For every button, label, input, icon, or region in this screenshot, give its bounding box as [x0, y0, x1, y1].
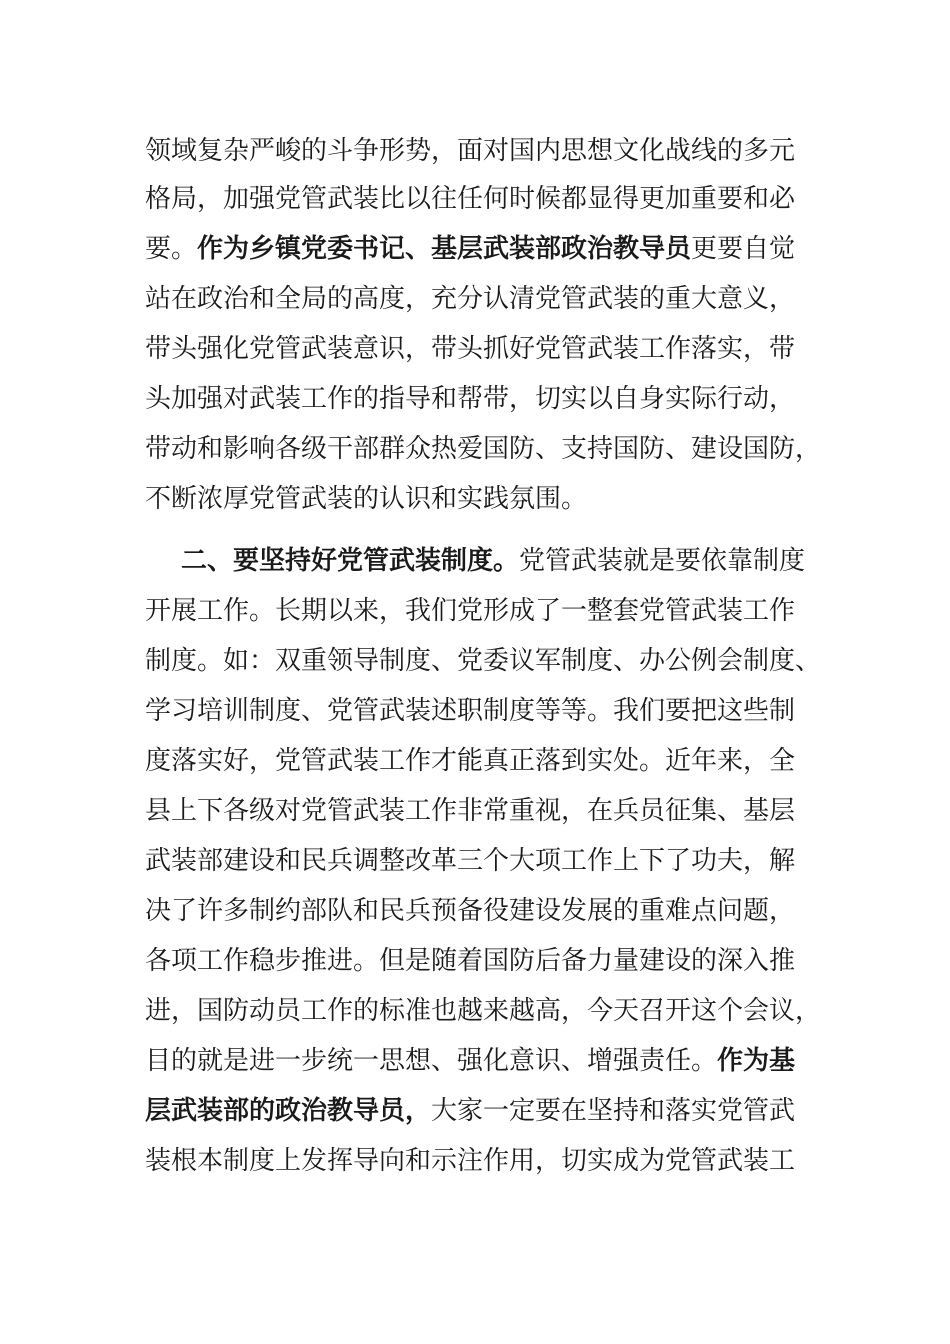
- paragraph-2-line-13: [145, 1136, 795, 1186]
- paragraph-2-line-9: [145, 936, 795, 986]
- text-run: 各项工作稳步推进。但是随着国防后备力量建设的深入推: [145, 946, 796, 976]
- paragraph-2-line-1: [181, 536, 805, 586]
- bold-text-run: 层武装部的政治教导员，: [145, 1096, 432, 1126]
- text-run: 武装部建设和民兵调整改革三个大项工作上下了功夫，解: [145, 846, 796, 876]
- paragraph-2-line-11: [145, 1036, 795, 1086]
- text-run: 进，国防动员工作的标准也越来越高，今天召开这个会议，: [145, 996, 822, 1026]
- paragraph-2-line-8: [145, 886, 795, 936]
- paragraph-1-line-3: [145, 224, 795, 274]
- paragraph-1-line-1: [145, 126, 795, 176]
- text-run: 度落实好，党管武装工作才能真正落到实处。近年来，全: [145, 746, 796, 776]
- paragraph-1-line-7: [145, 424, 821, 474]
- text-run: 更要自觉: [691, 234, 796, 264]
- text-run: 要。: [145, 234, 198, 264]
- bold-text-run: 作为基: [717, 1046, 796, 1076]
- paragraph-1-line-6: [145, 374, 795, 424]
- paragraph-1-line-5: [145, 324, 795, 374]
- text-run: 学习培训制度、党管武装述职制度等等。我们要把这些制: [145, 696, 796, 726]
- text-run: 格局，加强党管武装比以往任何时候都显得更加重要和必: [145, 184, 796, 214]
- text-run: 带头强化党管武装意识，带头抓好党管武装工作落实，带: [145, 334, 796, 364]
- text-run: 带动和影响各级干部群众热爱国防、支持国防、建设国防，: [145, 434, 822, 464]
- text-run: 党管武装就是要依靠制度: [519, 546, 806, 576]
- paragraph-2-line-4: [145, 686, 795, 736]
- section-heading: 二、要坚持好党管武装制度。: [181, 546, 520, 576]
- paragraph-2-line-7: [145, 836, 795, 886]
- paragraph-2-line-12: [145, 1086, 795, 1136]
- paragraph-2-line-2: [145, 586, 795, 636]
- text-run: 决了许多制约部队和民兵预备役建设发展的重难点问题，: [145, 896, 796, 926]
- bold-text-run: 作为乡镇党委书记、基层武装部政治教导员: [197, 234, 692, 264]
- paragraph-1-line-8: [145, 474, 587, 524]
- paragraph-2-line-3: [145, 636, 821, 686]
- text-run: 大家一定要在坚持和落实党管武: [431, 1096, 796, 1126]
- text-run: 目的就是进一步统一思想、强化意识、增强责任。: [145, 1046, 718, 1076]
- paragraph-2-line-10: [145, 986, 821, 1036]
- paragraph-1-line-2: [145, 174, 795, 224]
- text-run: 县上下各级对党管武装工作非常重视，在兵员征集、基层: [145, 796, 796, 826]
- text-run: 头加强对武装工作的指导和帮带，切实以自身实际行动，: [145, 384, 796, 414]
- text-run: 不断浓厚党管武装的认识和实践氛围。: [145, 484, 588, 514]
- text-run: 制度。如：双重领导制度、党委议军制度、办公例会制度、: [145, 646, 822, 676]
- text-run: 开展工作。长期以来，我们党形成了一整套党管武装工作: [145, 596, 796, 626]
- paragraph-1-line-4: [145, 274, 795, 324]
- paragraph-2-line-6: [145, 786, 795, 836]
- paragraph-2-line-5: [145, 736, 795, 786]
- text-run: 领域复杂严峻的斗争形势，面对国内思想文化战线的多元: [145, 136, 796, 166]
- text-run: 站在政治和全局的高度，充分认清党管武装的重大意义，: [145, 284, 796, 314]
- text-run: 装根本制度上发挥导向和示注作用，切实成为党管武装工: [145, 1146, 796, 1176]
